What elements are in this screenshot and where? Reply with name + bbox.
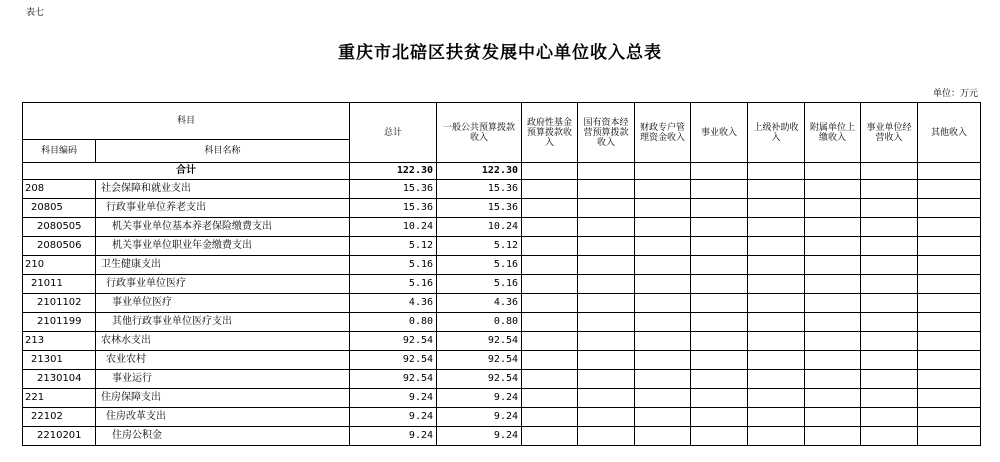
empty-cell — [748, 332, 805, 351]
table-row — [23, 313, 981, 332]
empty-cell — [522, 313, 578, 332]
subject-code-header: 科目编码 — [23, 140, 96, 163]
empty-cell — [578, 218, 635, 237]
row-total: 92.54 — [350, 370, 437, 389]
empty-cell — [691, 370, 748, 389]
other-income-header: 其他收入 — [918, 103, 981, 163]
empty-cell — [635, 332, 691, 351]
row-general-budget: 15.36 — [437, 180, 522, 199]
empty-cell — [635, 313, 691, 332]
subject-code: 2210201 — [23, 427, 96, 446]
empty-cell — [635, 218, 691, 237]
subject-name: 住房保障支出 — [96, 389, 350, 408]
subject-name: 住房改革支出 — [96, 408, 350, 427]
empty-cell — [748, 180, 805, 199]
empty-cell — [861, 427, 918, 446]
empty-cell — [861, 332, 918, 351]
empty-cell — [748, 275, 805, 294]
empty-cell — [522, 180, 578, 199]
empty-cell — [578, 294, 635, 313]
total-row — [23, 163, 981, 180]
empty-cell — [805, 294, 861, 313]
table-row — [23, 199, 981, 218]
empty-cell — [748, 427, 805, 446]
table-row — [23, 294, 981, 313]
empty-cell — [522, 294, 578, 313]
empty-cell — [748, 351, 805, 370]
subject-name: 卫生健康支出 — [96, 256, 350, 275]
empty-cell — [691, 408, 748, 427]
subject-name: 其他行政事业单位医疗支出 — [96, 313, 350, 332]
empty-cell — [522, 218, 578, 237]
empty-cell — [578, 180, 635, 199]
row-general-budget: 9.24 — [437, 427, 522, 446]
empty-cell — [805, 351, 861, 370]
empty-cell — [918, 275, 981, 294]
subject-name-header: 科目名称 — [96, 140, 350, 163]
empty-cell — [805, 256, 861, 275]
empty-cell — [691, 275, 748, 294]
empty-cell — [861, 237, 918, 256]
income-summary-table — [22, 102, 981, 446]
row-general-budget: 92.54 — [437, 351, 522, 370]
subject-code: 213 — [23, 332, 96, 351]
empty-cell — [748, 256, 805, 275]
empty-cell — [691, 256, 748, 275]
subject-code: 210 — [23, 256, 96, 275]
empty-cell — [635, 256, 691, 275]
empty-cell — [748, 313, 805, 332]
empty-cell — [805, 199, 861, 218]
row-total: 9.24 — [350, 408, 437, 427]
table-row — [23, 351, 981, 370]
empty-cell — [522, 332, 578, 351]
row-total: 5.16 — [350, 275, 437, 294]
empty-cell — [918, 199, 981, 218]
row-total: 9.24 — [350, 427, 437, 446]
table-row — [23, 427, 981, 446]
row-total: 5.12 — [350, 237, 437, 256]
empty-cell — [522, 389, 578, 408]
empty-cell — [861, 370, 918, 389]
empty-cell — [805, 218, 861, 237]
subject-code: 2080506 — [23, 237, 96, 256]
empty-cell — [918, 427, 981, 446]
row-general-budget: 0.80 — [437, 313, 522, 332]
table-row — [23, 256, 981, 275]
empty-cell — [861, 275, 918, 294]
subject-code: 22102 — [23, 408, 96, 427]
row-total: 10.24 — [350, 218, 437, 237]
empty-cell — [635, 351, 691, 370]
empty-cell — [522, 370, 578, 389]
empty-cell — [918, 313, 981, 332]
row-general-budget: 9.24 — [437, 389, 522, 408]
empty-cell — [522, 408, 578, 427]
empty-cell — [635, 180, 691, 199]
empty-cell — [635, 275, 691, 294]
empty-cell — [805, 275, 861, 294]
row-total: 5.16 — [350, 256, 437, 275]
empty-cell — [578, 351, 635, 370]
subject-name: 机关事业单位职业年金缴费支出 — [96, 237, 350, 256]
empty-cell — [918, 332, 981, 351]
empty-cell — [918, 180, 981, 199]
empty-cell — [578, 256, 635, 275]
table-row — [23, 332, 981, 351]
empty-cell — [578, 275, 635, 294]
row-general-budget: 92.54 — [437, 332, 522, 351]
operating-income-header: 事业单位经营收入 — [861, 103, 918, 163]
subject-name: 住房公积金 — [96, 427, 350, 446]
empty-cell — [691, 389, 748, 408]
page-title: 重庆市北碚区扶贫发展中心单位收入总表 — [338, 43, 662, 63]
empty-cell — [918, 408, 981, 427]
empty-cell — [918, 370, 981, 389]
empty-cell — [691, 313, 748, 332]
unit-label: 单位：万元 — [932, 89, 978, 99]
empty-cell — [805, 427, 861, 446]
empty-cell — [748, 218, 805, 237]
empty-cell — [691, 237, 748, 256]
total-general: 122.30 — [437, 163, 522, 180]
row-total: 4.36 — [350, 294, 437, 313]
table-row — [23, 370, 981, 389]
table-row — [23, 237, 981, 256]
row-total: 9.24 — [350, 389, 437, 408]
empty-cell — [691, 180, 748, 199]
row-general-budget: 92.54 — [437, 370, 522, 389]
empty-cell — [748, 408, 805, 427]
row-total: 92.54 — [350, 351, 437, 370]
empty-cell — [918, 256, 981, 275]
row-general-budget: 9.24 — [437, 408, 522, 427]
empty-cell — [635, 389, 691, 408]
subject-group-header: 科目 — [23, 103, 350, 140]
row-general-budget: 5.16 — [437, 256, 522, 275]
row-general-budget: 5.12 — [437, 237, 522, 256]
empty-cell — [861, 408, 918, 427]
empty-cell — [578, 332, 635, 351]
empty-cell — [918, 351, 981, 370]
empty-cell — [805, 408, 861, 427]
subject-name: 社会保障和就业支出 — [96, 180, 350, 199]
subject-name: 行政事业单位医疗 — [96, 275, 350, 294]
subject-name: 农业农村 — [96, 351, 350, 370]
table-number-label: 表七 — [26, 8, 45, 18]
empty-cell — [578, 389, 635, 408]
empty-cell — [861, 199, 918, 218]
subject-name: 事业单位医疗 — [96, 294, 350, 313]
empty-cell — [861, 218, 918, 237]
row-general-budget: 15.36 — [437, 199, 522, 218]
subject-code: 2101102 — [23, 294, 96, 313]
empty-cell — [861, 389, 918, 408]
empty-cell — [918, 218, 981, 237]
empty-cell — [522, 256, 578, 275]
row-total: 15.36 — [350, 199, 437, 218]
subject-code: 21301 — [23, 351, 96, 370]
row-general-budget: 10.24 — [437, 218, 522, 237]
empty-cell — [635, 370, 691, 389]
empty-cell — [805, 332, 861, 351]
empty-cell — [805, 370, 861, 389]
empty-cell — [918, 389, 981, 408]
state-capital-header: 国有资本经营预算拨款收入 — [578, 103, 635, 163]
empty-cell — [748, 199, 805, 218]
empty-cell — [578, 370, 635, 389]
empty-cell — [861, 256, 918, 275]
subject-code: 2080505 — [23, 218, 96, 237]
general-budget-header: 一般公共预算拨款收入 — [437, 103, 522, 163]
empty-cell — [861, 351, 918, 370]
total-header: 总计 — [350, 103, 437, 163]
empty-cell — [522, 427, 578, 446]
row-total: 0.80 — [350, 313, 437, 332]
subject-name: 机关事业单位基本养老保险缴费支出 — [96, 218, 350, 237]
table-row — [23, 408, 981, 427]
empty-cell — [918, 237, 981, 256]
empty-cell — [578, 237, 635, 256]
empty-cell — [578, 427, 635, 446]
table-row — [23, 218, 981, 237]
empty-cell — [691, 218, 748, 237]
total-label: 合计 — [23, 163, 350, 180]
subject-name: 行政事业单位养老支出 — [96, 199, 350, 218]
row-total: 15.36 — [350, 180, 437, 199]
subject-code: 2101199 — [23, 313, 96, 332]
gov-fund-header: 政府性基金预算拨款收入 — [522, 103, 578, 163]
row-total: 92.54 — [350, 332, 437, 351]
header-row-1 — [23, 103, 981, 140]
subject-name: 事业运行 — [96, 370, 350, 389]
empty-cell — [635, 294, 691, 313]
empty-cell — [635, 237, 691, 256]
empty-cell — [861, 180, 918, 199]
empty-cell — [691, 294, 748, 313]
fiscal-special-header: 财政专户管理资金收入 — [635, 103, 691, 163]
business-income-header: 事业收入 — [691, 103, 748, 163]
empty-cell — [522, 199, 578, 218]
empty-cell — [691, 427, 748, 446]
empty-cell — [691, 351, 748, 370]
empty-cell — [805, 180, 861, 199]
subject-code: 221 — [23, 389, 96, 408]
table-row — [23, 180, 981, 199]
empty-cell — [861, 313, 918, 332]
empty-cell — [691, 199, 748, 218]
empty-cell — [635, 199, 691, 218]
superior-subsidy-header: 上级补助收入 — [748, 103, 805, 163]
empty-cell — [578, 199, 635, 218]
empty-cell — [748, 294, 805, 313]
empty-cell — [748, 237, 805, 256]
empty-cell — [522, 275, 578, 294]
empty-cell — [635, 408, 691, 427]
subject-code: 20805 — [23, 199, 96, 218]
table-row — [23, 389, 981, 408]
empty-cell — [578, 313, 635, 332]
row-general-budget: 4.36 — [437, 294, 522, 313]
empty-cell — [691, 332, 748, 351]
empty-cell — [805, 313, 861, 332]
empty-cell — [805, 389, 861, 408]
empty-cell — [918, 294, 981, 313]
empty-cell — [522, 351, 578, 370]
subject-code: 2130104 — [23, 370, 96, 389]
table-row — [23, 275, 981, 294]
affiliated-unit-header: 附属单位上缴收入 — [805, 103, 861, 163]
total-sum: 122.30 — [350, 163, 437, 180]
empty-cell — [578, 408, 635, 427]
subject-code: 208 — [23, 180, 96, 199]
row-general-budget: 5.16 — [437, 275, 522, 294]
empty-cell — [861, 294, 918, 313]
empty-cell — [748, 389, 805, 408]
empty-cell — [635, 427, 691, 446]
empty-cell — [522, 237, 578, 256]
empty-cell — [805, 237, 861, 256]
subject-name: 农林水支出 — [96, 332, 350, 351]
empty-cell — [748, 370, 805, 389]
subject-code: 21011 — [23, 275, 96, 294]
